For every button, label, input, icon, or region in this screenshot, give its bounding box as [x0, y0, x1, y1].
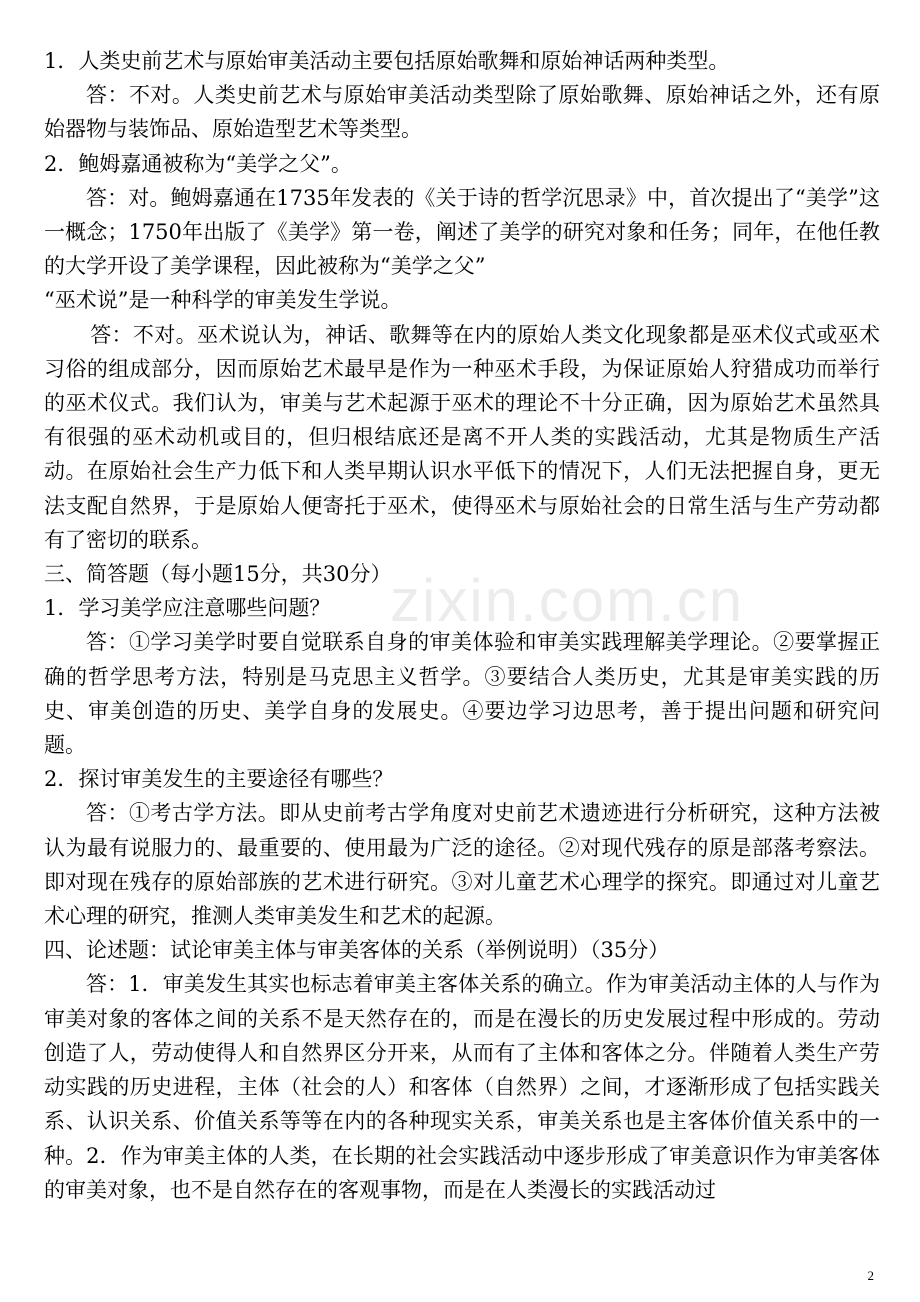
document-body	[44, 44, 880, 1207]
answer-paragraph: 答：不对。巫术说认为，神话、歌舞等在内的原始人类文化现象都是巫术仪式或巫术习俗的组成部分，因而原始艺术最早是作为一种巫术手段，为保证原始人狩猎成功而举行的巫术仪式。我们认为，审美与艺术起源于巫术的理论不十分正确，因为原始艺术虽然具有很强的巫术动机或目的，但归根结底还是离不开人类的实践活动，尤其是物质生产活动。在原始社会生产力低下和人类早期认识水平低下的情况下，人们无法把握自身，更无法支配自然界，于是原始人便寄托于巫术，使得巫术与原始社会的日常生活与生产劳动都有了密切的联系。	[44, 322, 880, 552]
answer-paragraph: 答：①学习美学时要自觉联系自身的审美体验和审美实践理解美学理论。②要掌握正确的哲学思考方法，特别是马克思主义哲学。③要结合人类历史，尤其是审美实践的历史、审美创造的历史、美学自身的发展史。④要边学习边思考，善于提出问题和研究问题。	[44, 630, 880, 758]
question-paragraph: 1．人类史前艺术与原始审美活动主要包括原始歌舞和原始神话两种类型。	[44, 49, 730, 73]
answer-paragraph: 答：不对。人类史前艺术与原始审美活动类型除了原始歌舞、原始神话之外，还有原始器物与装饰品、原始造型艺术等类型。	[44, 83, 880, 142]
question-paragraph: 1．学习美学应注意哪些问题？	[44, 596, 331, 621]
watermark: zixin.com.cn	[390, 567, 745, 634]
question-paragraph: “巫术说”是一种科学的审美发生学说。	[44, 288, 402, 313]
question-paragraph: 2．鲍姆嘉通被称为“美学之父”。	[44, 151, 352, 176]
answer-paragraph: 答：1．审美发生其实也标志着审美主客体关系的确立。作为审美活动主体的人与作为审美对象的客体之间的关系不是天然存在的，而是在漫长的历史发展过程中形成的。劳动创造了人，劳动使得人和自然界区分开来，从而有了主体和客体之分。伴随着人类生产劳动实践的历史进程，主体（社会的人）和客体（自然界）之间，才逐渐形成了包括实践关系、认识关系、价值关系等等在内的各种现实关系，审美关系也是主客体价值关系中的一种。2．作为审美主体的人类，在长期的社会实践活动中逐步形成了审美意识作为审美客体的审美对象，也不是自然存在的客观事物，而是在人类漫长的实践活动过	[44, 972, 880, 1202]
question-paragraph: 三、简答题（每小题15分，共30分）	[44, 562, 392, 587]
question-paragraph: 2．探讨审美发生的主要途径有哪些？	[44, 767, 394, 792]
answer-paragraph: 答：对。鲍姆嘉通在1735年发表的《关于诗的哲学沉思录》中，首次提出了“美学”这一概念；1750年出版了《美学》第一卷，阐述了美学的研究对象和任务；同年，在他任教的大学开设了美学课程，因此被称为“美学之父”	[44, 185, 880, 279]
question-paragraph: 四、论述题：试论审美主体与审美客体的关系（举例说明）（35分）	[44, 938, 670, 963]
answer-paragraph: 答：①考古学方法。即从史前考古学角度对史前艺术遗迹进行分析研究，这种方法被认为最有说服力的、最重要的、使用最为广泛的途径。②对现代残存的原是部落考察法。即对现在残存的原始部族的艺术进行研究。③对儿童艺术心理学的探究。即通过对儿童艺术心理的研究，推测人类审美发生和艺术的起源。	[44, 801, 880, 929]
page-number: 2	[867, 1268, 874, 1283]
